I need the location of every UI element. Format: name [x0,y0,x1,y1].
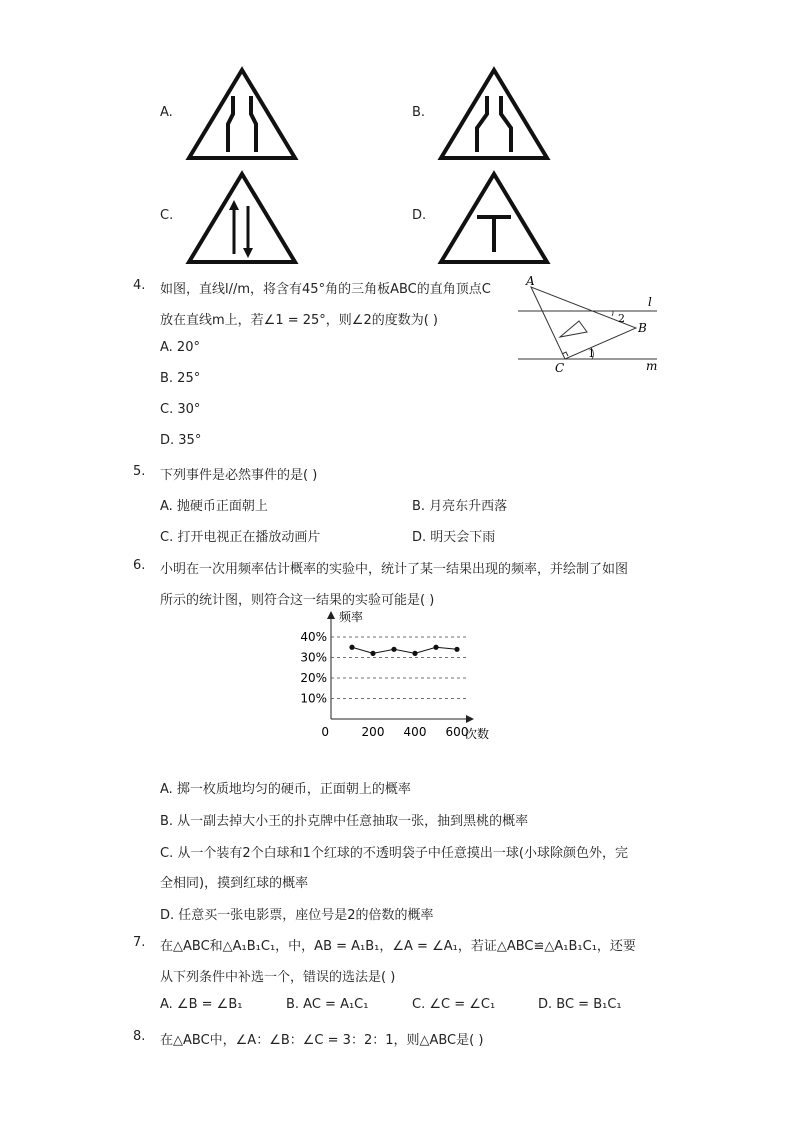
x-tick-label: 200 [361,725,385,739]
x-tick-label: 400 [403,725,427,739]
option-c[interactable]: C. 打开电视正在播放动画片 [160,530,321,545]
angle-2-label: 2 [618,312,625,325]
question-stem-line1: 在△ABC和△A₁B₁C₁，中，AB = A₁B₁，∠A = ∠A₁，若证△ABC≌△A₁B₁C₁，还要 [160,939,636,954]
data-point [433,645,438,650]
option-b[interactable]: B. 月亮东升西落 [412,499,508,514]
option-b[interactable]: B. 25° [160,371,201,386]
data-point [370,651,375,656]
option-a[interactable]: A. 20° [160,340,200,355]
data-point [412,651,417,656]
question-stem: 下列事件是必然事件的是( ) [160,468,318,483]
y-axis-label: 频率 [339,610,364,624]
two-way-traffic-sign-icon [185,170,299,266]
question-number: 5. [133,464,146,479]
question-number: 7. [133,935,146,950]
option-c[interactable]: C. 30° [160,402,201,417]
data-point [454,647,459,652]
option-d[interactable]: D. 35° [160,433,202,448]
point-a-label: A [526,274,535,288]
point-c-label: C [555,361,565,375]
option-d[interactable]: D. 任意买一张电影票，座位号是2的倍数的概率 [160,908,434,923]
y-tick-label: 10% [300,691,327,706]
question-stem-line1: 如图，直线l//m，将含有45°角的三角板ABC的直角顶点C [160,282,491,297]
line-m-label: m [646,359,658,373]
option-letter: B. [412,105,426,120]
angle-1-label: 1 [588,347,595,360]
option-b[interactable]: B. 从一副去掉大小王的扑克牌中任意抽取一张，抽到黑桃的概率 [160,814,529,829]
question-stem-line2: 放在直线m上，若∠1 = 25°，则∠2的度数为( ) [160,313,438,328]
line-l-label: l [648,295,652,309]
y-tick-label: 20% [300,671,327,685]
x-tick-label: 0 [321,725,329,739]
t-junction-sign-icon [437,170,551,266]
question-number: 6. [133,558,146,573]
question-stem-line2: 所示的统计图，则符合这一结果的实验可能是( ) [160,593,435,608]
option-a[interactable]: A. ∠B = ∠B₁ [160,997,243,1012]
option-d[interactable]: D. BC = B₁C₁ [538,997,622,1012]
y-tick-label: 30% [300,650,327,665]
point-b-label: B [638,321,647,335]
frequency-line-chart [290,605,500,745]
option-c-continued: 全相同)，摸到红球的概率 [160,876,309,891]
option-letter: D. [412,208,427,223]
option-c[interactable]: C. ∠C = ∠C₁ [412,997,496,1012]
question-number: 8. [133,1029,146,1044]
option-d[interactable]: D. 明天会下雨 [412,530,496,545]
option-a[interactable]: A. 抛硬币正面朝上 [160,499,268,514]
data-point [391,647,396,652]
x-tick-label: 600 [445,725,469,739]
option-b[interactable]: B. AC = A₁C₁ [286,997,369,1012]
narrow-road-sign-icon [185,66,299,162]
road-narrows-sign-icon [437,66,551,162]
x-axis-label: 次数 [465,727,490,741]
option-letter: A. [160,105,173,120]
option-letter: C. [160,208,174,223]
question-stem-line2: 从下列条件中补选一个，错误的选法是( ) [160,970,396,985]
question-stem: 在△ABC中，∠A：∠B：∠C = 3：2：1，则△ABC是( ) [160,1033,484,1048]
option-a[interactable]: A. 掷一枚质地均匀的硬币，正面朝上的概率 [160,782,411,797]
question-stem-line1: 小明在一次用频率估计概率的实验中，统计了某一结果出现的频率，并绘制了如图 [160,562,629,577]
triangle-ruler-figure [515,270,665,378]
question-number: 4. [133,278,146,293]
data-point [349,645,354,650]
y-tick-label: 40% [300,630,327,644]
series-line [352,647,457,653]
option-c[interactable]: C. 从一个装有2个白球和1个红球的不透明袋子中任意摸出一球(小球除颜色外，完 [160,846,628,861]
